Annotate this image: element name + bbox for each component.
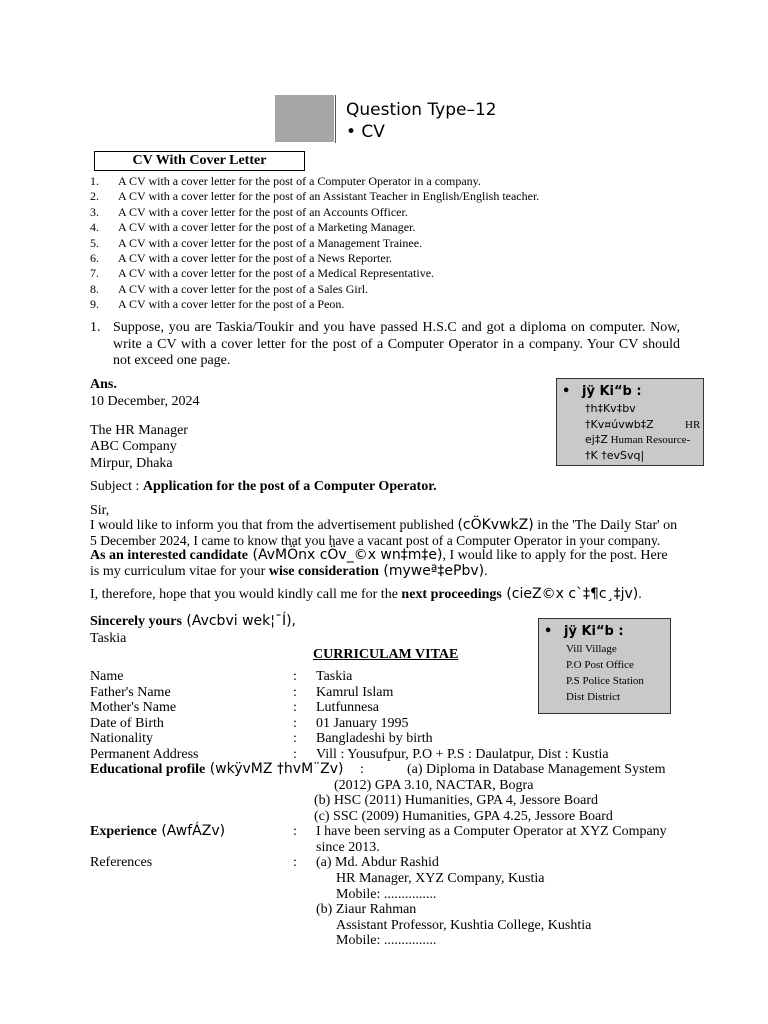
list-item: 2. A CV with a cover letter for the post of an Assistant Teacher in English/English teacher. [90, 189, 540, 204]
question-paragraph [90, 320, 680, 370]
subject-line: Subject : Application for the post of a Computer Operator. [90, 479, 437, 494]
vocabulary-note-line: †Kv¤úvwb‡Z [585, 418, 654, 431]
abbreviation-line: Dist District [566, 691, 621, 703]
list-item: 6. A CV with a cover letter for the post of a News Reporter. [90, 250, 393, 265]
list-item: 1. A CV with a cover letter for the post of a Computer Operator in a company. [90, 174, 481, 188]
abbreviation-line: Vill Village [566, 643, 617, 655]
recipient-line-3: Mirpur, Dhaka [90, 456, 173, 471]
abbreviation-line: P.S Police Station [566, 675, 644, 687]
list-item: 4. A CV with a cover letter for the post of a Marketing Manager. [90, 220, 416, 235]
cv-title: CURRICULAM VITAE [313, 647, 459, 662]
header-grey-box [275, 95, 334, 142]
list-item: 7. A CV with a cover letter for the post of a Medical Representative. [90, 266, 435, 281]
vocabulary-note-line: †h‡Kv‡bv [585, 402, 636, 415]
question-type-subtitle: • CV [346, 122, 385, 142]
vocabulary-note-line: †K †evSvq| [585, 449, 645, 462]
letter-body-line-1: I would like to inform you that from the advertisement published (cÖKvwkZ) in the 'The Daily Star' on [90, 517, 678, 533]
abbreviation-note-box [538, 618, 671, 714]
header-divider [335, 95, 336, 143]
question-text: Suppose, you are Taskia/Toukir and you have passed H.S.C and got a diploma on computer. Now, write a CV with a cover letter for the post of a Computer Operator in a company. Your CV should not exceed one page. [113, 320, 680, 368]
answer-label: Ans. [90, 377, 117, 392]
list-item: 9. A CV with a cover letter for the post of a Peon. [90, 297, 345, 312]
list-item: 8. A CV with a cover letter for the post of a Sales Girl. [90, 281, 369, 296]
abbreviation-line: P.O Post Office [566, 659, 634, 671]
abbreviation-note-heading: • jÿ Ki“b : [544, 624, 624, 639]
letter-date: 10 December, 2024 [90, 394, 200, 409]
recipient-line-1: The HR Manager [90, 423, 188, 438]
letter-closing-paragraph: I, therefore, hope that you would kindly call me for the next proceedings (cieZ©x c`‡¶c¸‡jv). [90, 586, 642, 602]
vocabulary-note-abbrev: HR [685, 419, 701, 431]
letter-body-line-4: is my curriculum vitae for your wise consideration (myweª‡ePbv). [90, 563, 488, 579]
letter-sign-off: Sincerely yours (Avcbvi wek¦¯Í), [90, 613, 296, 629]
question-number: 1. [90, 320, 101, 335]
vocabulary-note-box [556, 378, 704, 466]
letter-body-line-3: As an interested candidate (AvMÖnx cÖv_©x wn‡m‡e), I would like to apply for the post. Here [90, 547, 668, 563]
question-type-title: Question Type–12 [346, 100, 497, 120]
section-title: CV With Cover Letter [94, 151, 305, 171]
list-item: 5. A CV with a cover letter for the post of a Management Trainee. [90, 235, 423, 250]
list-item: 3. A CV with a cover letter for the post of an Accounts Officer. [90, 204, 408, 219]
salutation: Sir, [90, 503, 110, 518]
recipient-line-2: ABC Company [90, 439, 177, 454]
letter-body-line-2: 5 December 2024, I came to know that you have a vacant post of a Computer Operator in your company. [90, 533, 661, 548]
vocabulary-note-heading: • jÿ Ki“b : [562, 384, 642, 399]
letter-signature: Taskia [90, 631, 127, 646]
topic-list [90, 174, 539, 313]
vocabulary-note-line: ej‡Z Human Resource- [585, 433, 691, 446]
